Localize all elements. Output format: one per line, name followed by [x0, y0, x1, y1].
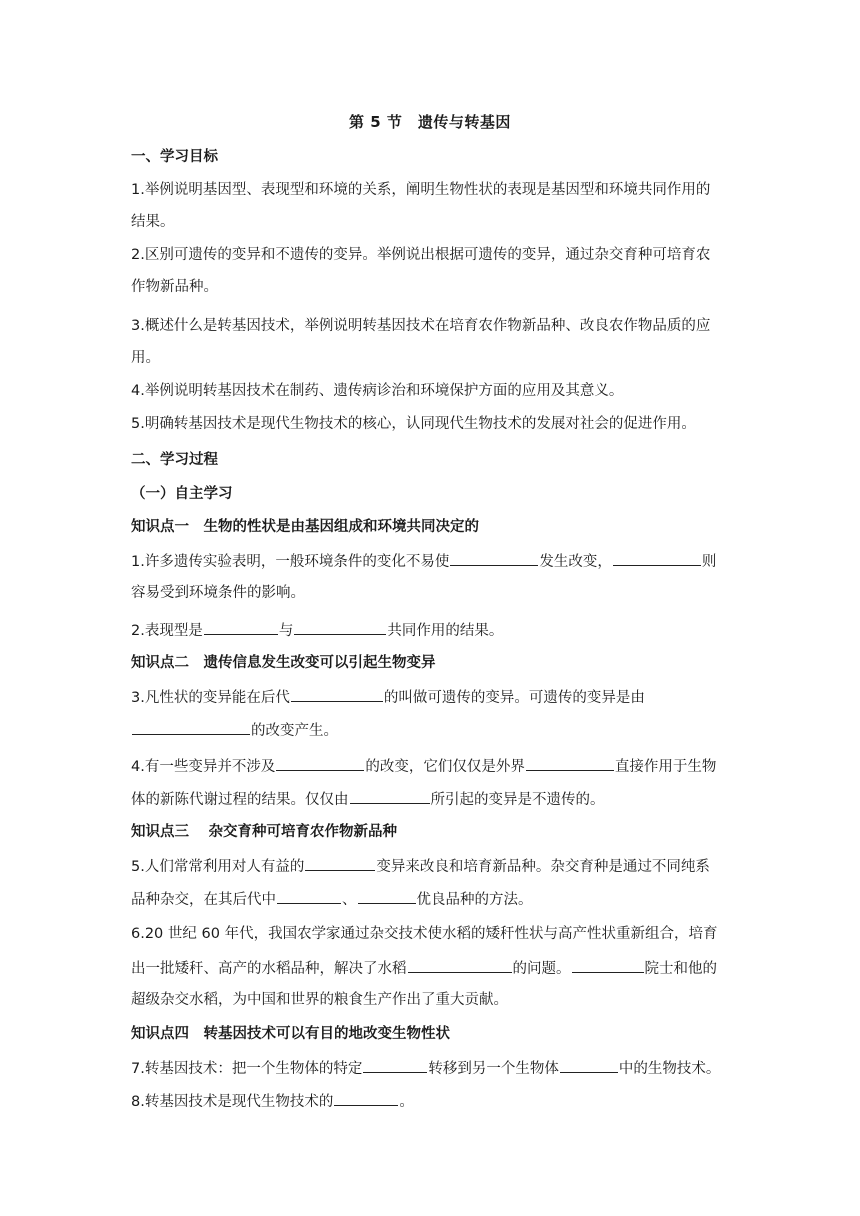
question-6-line-3: 超级杂交水稻，为中国和世界的粮食生产作出了重大贡献。 [131, 992, 508, 1008]
question-1-line-2: 容易受到环境条件的影响。 [131, 585, 305, 601]
answer-blank[interactable] [358, 888, 416, 904]
answer-blank[interactable] [277, 888, 341, 904]
section-heading-process: 二、学习过程 [131, 452, 218, 468]
knowledge-point-1-heading: 知识点一 生物的性状是由基因组成和环境共同决定的 [131, 519, 479, 535]
question-4-line-1: 4.有一些变异并不涉及 的改变，它们仅仅是外界 直接作用于生物 [131, 755, 716, 777]
question-2: 2.表现型是 与 共同作用的结果。 [131, 619, 503, 641]
answer-blank[interactable] [408, 957, 512, 973]
answer-blank[interactable] [294, 619, 386, 635]
answer-blank[interactable] [572, 957, 644, 973]
knowledge-point-4-heading: 知识点四 转基因技术可以有目的地改变生物性状 [131, 1026, 450, 1042]
goal-3-line-2: 用。 [131, 350, 160, 366]
answer-blank[interactable] [350, 788, 430, 804]
question-4-line-2: 体的新陈代谢过程的结果。仅仅由 所引起的变异是不遗传的。 [131, 788, 605, 810]
answer-blank[interactable] [613, 550, 701, 566]
goal-3-line-1: 3.概述什么是转基因技术，举例说明转基因技术在培育农作物新品种、改良农作物品质的应 [131, 318, 711, 334]
goal-4: 4.举例说明转基因技术在制药、遗传病诊治和环境保护方面的应用及其意义。 [131, 383, 624, 399]
goal-2-line-2: 作物新品种。 [131, 279, 218, 295]
question-5-line-2: 品种杂交，在其后代中 、 优良品种的方法。 [131, 888, 533, 910]
answer-blank[interactable] [560, 1057, 618, 1073]
page-title: 第 5 节 遗传与转基因 [349, 113, 511, 131]
answer-blank[interactable] [305, 855, 375, 871]
answer-blank[interactable] [450, 550, 538, 566]
goal-1-line-2: 结果。 [131, 214, 175, 230]
question-3-line-1: 3.凡性状的变异能在后代 的叫做可遗传的变异。可遗传的变异是由 [131, 686, 645, 708]
question-6-line-1: 6.20 世纪 60 年代，我国农学家通过杂交技术使水稻的矮秆性状与高产性状重新组合，培育 [131, 926, 718, 942]
knowledge-point-2-heading: 知识点二 遗传信息发生改变可以引起生物变异 [131, 655, 436, 671]
question-7: 7.转基因技术：把一个生物体的特定 转移到另一个生物体 中的生物技术。 [131, 1057, 720, 1079]
goal-2-line-1: 2.区别可遗传的变异和不遗传的变异。举例说出根据可遗传的变异，通过杂交育种可培育农 [131, 247, 711, 263]
question-5-line-1: 5.人们常常利用对人有益的 变异来改良和培育新品种。杂交育种是通过不同纯系 [131, 855, 710, 877]
answer-blank[interactable] [132, 719, 250, 735]
question-8: 8.转基因技术是现代生物技术的 。 [131, 1090, 414, 1112]
answer-blank[interactable] [363, 1057, 427, 1073]
answer-blank[interactable] [204, 619, 278, 635]
answer-blank[interactable] [291, 686, 383, 702]
goal-1-line-1: 1.举例说明基因型、表现型和环境的关系，阐明生物性状的表现是基因型和环境共同作用的 [131, 182, 711, 198]
answer-blank[interactable] [526, 755, 614, 771]
question-1-line-1: 1.许多遗传实验表明，一般环境条件的变化不易使 发生改变， 则 [131, 550, 716, 572]
question-3-line-2: 的改变产生。 [131, 719, 338, 741]
section-heading-goals: 一、学习目标 [131, 149, 218, 165]
subsection-self-study: （一）自主学习 [131, 486, 233, 502]
answer-blank[interactable] [276, 755, 364, 771]
answer-blank[interactable] [334, 1090, 398, 1106]
knowledge-point-3-heading: 知识点三 杂交育种可培育农作物新品种 [131, 824, 398, 840]
goal-5: 5.明确转基因技术是现代生物技术的核心，认同现代生物技术的发展对社会的促进作用。 [131, 416, 696, 432]
question-6-line-2: 出一批矮秆、高产的水稻品种，解决了水稻 的问题。 院士和他的 [131, 957, 717, 979]
